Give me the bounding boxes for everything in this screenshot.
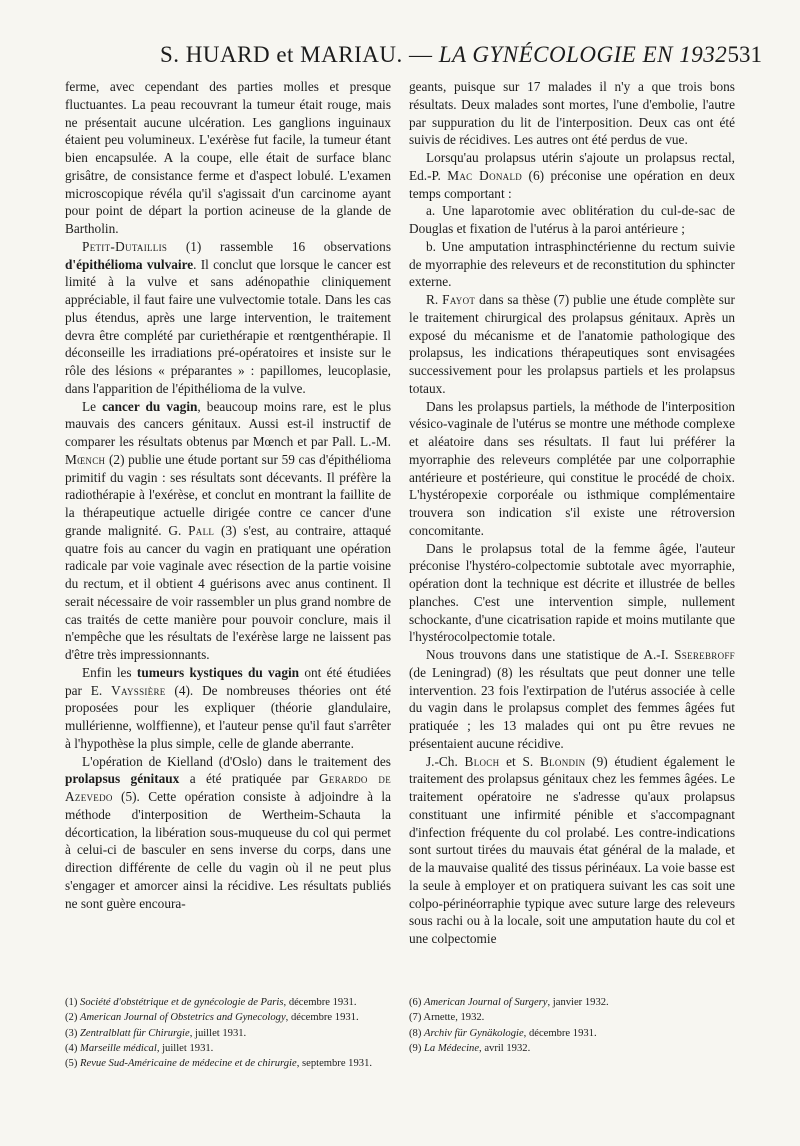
paragraph: Enfin les tumeurs kystiques du vagin ont été étudiées par E. Vayssière (4). De nombreuses théories ont été proposées pour les expliquer (théorie glandulaire, mullérienne, wolffienne), et l'auteur pense qu'il faut s'arrêter à l'hypothèse la plus simple, celle de glande aberrante. [65,664,391,751]
author-name: Gerardo de Azevedo [65,771,391,804]
footnote: (9) La Médecine, avril 1932. [409,1042,531,1054]
paragraph: L'opération de Kielland (d'Oslo) dans le traitement des prolapsus génitaux a été pratiquée par Gerardo de Azevedo (5). Cette opération consiste à adjoindre à la méthode d'interposition de Wertheim-Schauta la décortication, la libération sous-muqueuse du col qui permet à celui-ci de basculer en sens inverse du corps, dans une direction différente de celle du vagin où il ne peut plus s'engager et amorcer ainsi la récidive. Les résultats publiés ne sont guère encoura- [65,753,391,911]
author-name: Mac Donald [447,167,523,183]
header-authors: S. HUARD et MARIAU. — [160,42,433,67]
footnote: (6) American Journal of Surgery, janvier 1932. [409,997,609,1008]
author-name: Mœnch [65,451,106,467]
right-footnotes [409,996,735,1056]
header-book-title: LA GYNÉCOLOGIE EN 1932 [438,42,728,67]
author-name: Pall [188,522,215,538]
paragraph: Dans le prolapsus total de la femme âgée, l'auteur préconise l'hystéro-colpectomie subtotale avec myorraphie, opération dont la technique est décrite et illustrée de belles planches. C'est une intervention simple, nullement schockante, d'une cicatrisation rapide et moins mutilante que l'hystérocolpectomie totale. [409,540,735,645]
list-item: a. Une laparotomie avec oblitération du cul-de-sac de Douglas et fixation de l'utérus à la paroi antérieure ; [409,203,735,236]
footnote: (7) Arnette, 1932. [409,1012,485,1024]
right-column-body [409,78,735,988]
right-column [409,78,735,1057]
footnote: (4) Marseille médical, juillet 1931. [65,1042,214,1054]
author-name: Fayot [442,292,476,307]
page-number: 531 [727,42,762,67]
left-footnotes [65,996,391,1071]
author-name: Bloch [464,753,500,769]
paragraph: Dans les prolapsus partiels, la méthode de l'interposition vésico-vaginale de l'utérus se montre une méthode complexe et aléatoire dans ses résultats. Il faut lui préférer la myorraphie des releveurs complétée par une colporraphie antérieure et postérieure, qui constitue le procédé de choix. L'hystéropexie corporéale ou isthmique complémentaire trouvera son indication s'il existe une rétroversion concomitante. [409,398,735,538]
paragraph: Petit-Dutaillis (1) rassemble 16 observations d'épithélioma vulvaire. Il conclut que lorsque le cancer est limité à la vulve et sans adénopathie cliniquement appréciable, il faut faire une vulvectomie totale. Dans les cas plus étendus, après une large intervention, le traitement devra être complété par curiethérapie et rœntgenthérapie. Il déconseille les irradiations pré-opératoires et insiste sur le rôle des lésions « préparantes » : papillomes, leucoplasie, dans l'apparition de l'épithélioma de la vulve. [65,238,391,396]
left-column-body [65,78,391,988]
keyword: cancer du vagin [102,398,198,414]
paragraph: J.-Ch. Bloch et S. Blondin (9) étudient également le traitement des prolapsus génitaux chez les femmes âgées. Le traitement opératoire ne s'adresse qu'aux prolapsus constituant une infirmité pénible et s'accompagnant d'infection fréquente du col prolabé. Les contre-indications sont surtout tirées du mauvais état général de la malade, et de la mauvaise qualité des tissus périnéaux. La voie basse est la seule à employer et on pratiquera suivant les cas soit une colpo-périnéorraphie typique avec suture large des releveurs sous rachi ou à la locale, soit une amputation haute du col et une colpectomie [409,753,735,946]
paragraph: R. Fayot dans sa thèse (7) publie une étude complète sur le traitement chirurgical des prolapsus génitaux. Après un exposé du mécanisme et de l'anatomie pathologique des prolapsus, les indications thérapeutiques sont envisagées successivement pour les prolapsus partiels et les prolapsus totaux. [409,292,735,396]
author-name: Blondin [539,753,586,769]
paragraph: geants, puisque sur 17 malades il n'y a que trois bons résultats. Deux malades sont mortes, l'une d'embolie, l'autre par suppuration du lit de l'interposition. Deux cas ont été suivis de récidives. Les autres ont été perdus de vue. [409,79,735,148]
footnote: (1) Société d'obstétrique et de gynécologie de Paris, décembre 1931. [65,997,357,1008]
paragraph: ferme, avec cependant des parties molles et presque fluctuantes. La peau recouvrant la tumeur était rouge, mais ne présentait aucune ulcération. Les ganglions inguinaux étaient peu volumineux. L'exérèse fut facile, la tumeur étant bien encapsulée. A la coupe, elle était de surface blanc grisâtre, de consistance ferme et d'aspect lobulé. L'examen microscopique révéla qu'il s'agissait d'un carcinome ayant pour point de départ la portion acineuse de la glande de Bartholin. [65,79,391,236]
paragraph: Nous trouvons dans une statistique de A.-I. Sserebroff (de Leningrad) (8) les résultats que peut donner une telle intervention. 23 fois l'extirpation de l'utérus associée à celle du vagin dans le prolapsus complet des femmes âgées fut pratiquée ; les 13 malades qui ont pu être revues ne présentaient aucune récidive. [409,647,735,751]
running-header [60,42,762,78]
paragraph: Le cancer du vagin, beaucoup moins rare, est le plus mauvais des cancers génitaux. Aussi est-il instructif de comparer les résultats obtenus par Mœnch et par Pall. L.-M. Mœnch (2) publie une étude portant sur 59 cas d'épithélioma primitif du vagin : ses résultats sont décevants. Il préfère la radiothérapie à l'exérèse, et conclut en montrant la faillite de la thérapeutique actuelle dirigée contre ce cancer d'une grande malignité. G. Pall (3) s'est, au contraire, attaqué quatre fois au cancer du vagin en pratiquant une opération radicale par voie vaginale avec résection de la partie voisine du rectum, et il obtient 4 guérisons avec anus continent. Il serait nécessaire de voir rassembler un plus grand nombre de cas traités de cette manière pour pouvoir conclure, mais il n'empêche que les résultats de l'exérèse large ne laissent pas d'être très impressionnants. [65,398,391,662]
left-column [65,78,391,1072]
author-name: Petit-Dutaillis [82,238,168,254]
footnote: (8) Archiv für Gynäkologie, décembre 1931. [409,1027,597,1039]
keyword: tumeurs kystiques du vagin [136,664,300,680]
author-name: Vayssière [111,682,166,698]
header-title [160,42,727,68]
keyword: prolapsus génitaux [65,771,180,787]
footnote: (3) Zentralblatt für Chirurgie, juillet 1931. [65,1027,247,1039]
keyword: d'épithélioma vulvaire [65,256,194,272]
footnote: (2) American Journal of Obstetrics and Gynecology, décembre 1931. [65,1012,359,1024]
paragraph: Lorsqu'au prolapsus utérin s'ajoute un prolapsus rectal, Ed.-P. Mac Donald (6) préconise une opération en deux temps comportant : [409,150,735,201]
list-item: b. Une amputation intrasphinctérienne du rectum suivie de myorraphie des releveurs et de reconstitution du sphincter externe. [409,238,735,290]
author-name: Sserebroff [674,647,735,662]
footnote: (5) Revue Sud-Américaine de médecine et de chirurgie, septembre 1931. [65,1058,373,1070]
